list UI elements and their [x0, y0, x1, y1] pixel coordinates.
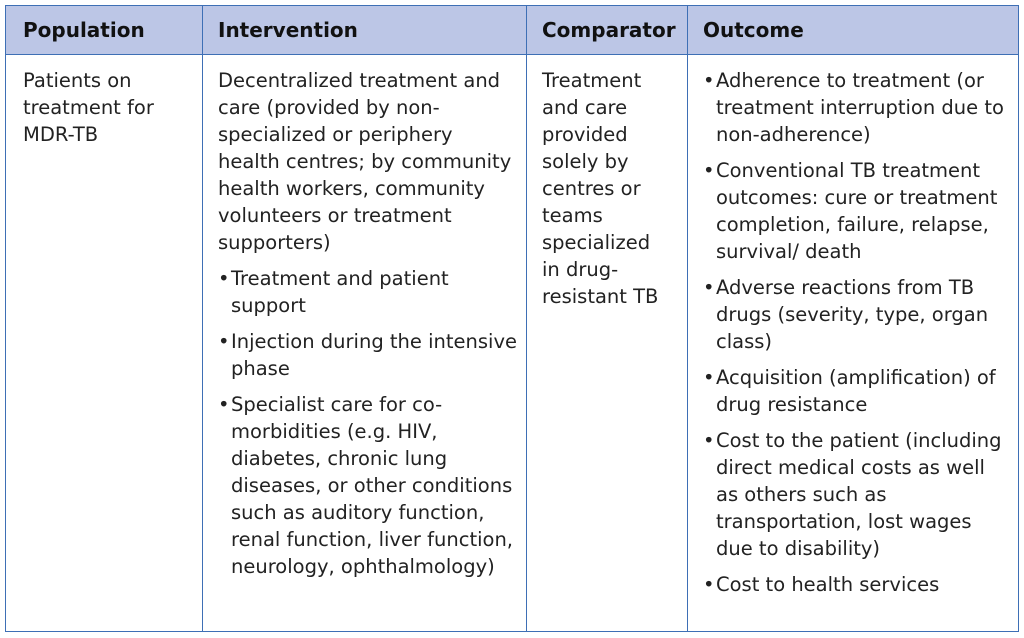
- intervention-bullet-list: [218, 265, 518, 580]
- pico-table: [5, 5, 1019, 632]
- population-text: Patients on treatment for MDR-TB: [23, 69, 154, 146]
- column-divider: [687, 6, 688, 631]
- population-cell: [23, 67, 191, 148]
- header-comparator: Comparator: [542, 18, 676, 42]
- intervention-cell: [218, 67, 518, 589]
- intervention-bullet: • Injection during the intensive phase: [218, 328, 518, 382]
- outcome-bullet-list: [703, 67, 1006, 598]
- column-divider: [202, 6, 203, 631]
- outcome-bullet: • Adverse reactions from TB drugs (severity, type, organ class): [703, 274, 1006, 355]
- comparator-cell: [542, 67, 672, 310]
- header-population: Population: [23, 18, 145, 42]
- intervention-bullet: • Treatment and patient support: [218, 265, 518, 319]
- header-outcome: Outcome: [703, 18, 804, 42]
- outcome-bullet: • Cost to the patient (including direct medical costs as well as others such as transportation, lost wages due to disability): [703, 427, 1006, 562]
- outcome-cell: [703, 67, 1006, 607]
- header-row: [6, 6, 1018, 55]
- comparator-text: Treatment and care provided solely by centres or teams specialized in drug-resistant TB: [542, 69, 659, 308]
- intervention-text: Decentralized treatment and care (provided by non-specialized or periphery health centres; by community health workers, community volunteers or treatment supporters): [218, 69, 512, 254]
- header-intervention: Intervention: [218, 18, 358, 42]
- column-divider: [526, 6, 527, 631]
- intervention-bullet: • Specialist care for co-morbidities (e.g. HIV, diabetes, chronic lung diseases, or other conditions such as auditory function, renal function, liver function, neurology, ophthalmology): [218, 391, 518, 580]
- outcome-bullet: • Cost to health services: [703, 571, 1006, 598]
- outcome-bullet: • Conventional TB treatment outcomes: cure or treatment completion, failure, relapse, survival/ death: [703, 157, 1006, 265]
- outcome-bullet: • Adherence to treatment (or treatment interruption due to non-adherence): [703, 67, 1006, 148]
- outcome-bullet: • Acquisition (amplification) of drug resistance: [703, 364, 1006, 418]
